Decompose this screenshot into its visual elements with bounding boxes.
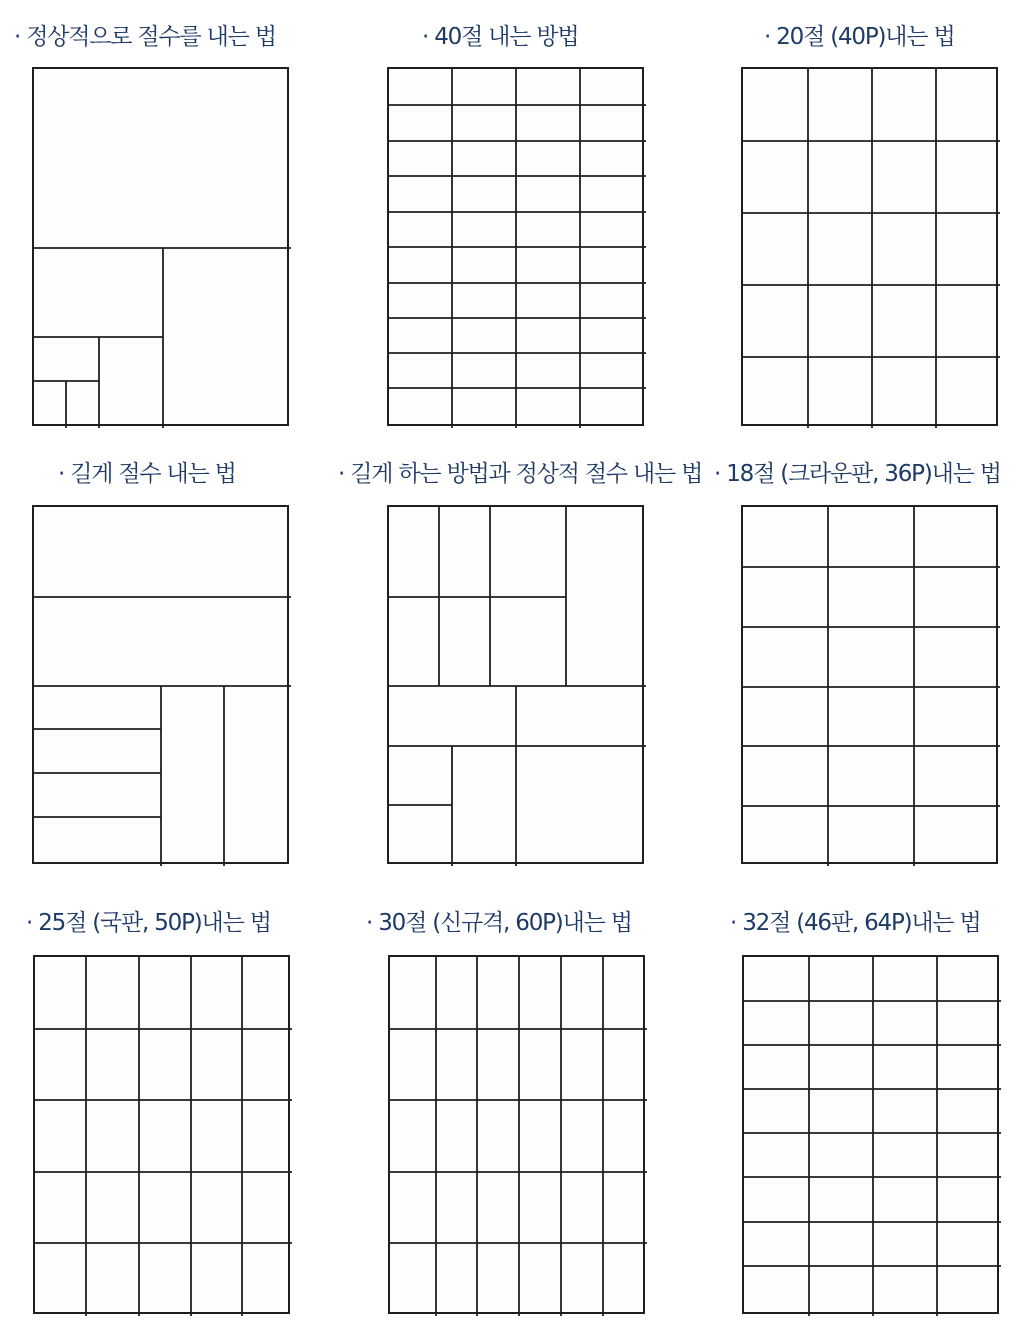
diagram-normal-folding-lines: [34, 69, 287, 424]
diagram-long-folding: [32, 505, 289, 864]
diagram-20-sheets-lines: [743, 69, 996, 424]
diagram-25-sheets-lines: [35, 957, 288, 1312]
diagram-long-and-normal-lines: [389, 507, 642, 862]
diagram-long-folding-lines: [34, 507, 287, 862]
caption-25-sheets: · 25절 (국판, 50P)내는 법: [26, 910, 271, 936]
diagram-32-sheets-lines: [744, 957, 997, 1312]
diagram-32-sheets: [742, 955, 999, 1314]
caption-18-sheets: · 18절 (크라운판, 36P)내는 법: [714, 461, 1001, 487]
diagram-long-and-normal: [387, 505, 644, 864]
diagram-40-sheets-lines: [389, 69, 642, 424]
caption-normal-folding: · 정상적으로 절수를 내는 법: [14, 24, 276, 50]
diagram-30-sheets-lines: [390, 957, 643, 1312]
diagram-40-sheets: [387, 67, 644, 426]
caption-long-folding: · 길게 절수 내는 법: [58, 461, 236, 487]
caption-20-sheets: · 20절 (40P)내는 법: [764, 24, 955, 50]
caption-40-sheets: · 40절 내는 방법: [422, 24, 579, 50]
diagram-25-sheets: [33, 955, 290, 1314]
diagram-18-sheets-lines: [743, 507, 996, 862]
caption-32-sheets: · 32절 (46판, 64P)내는 법: [730, 910, 981, 936]
caption-30-sheets: · 30절 (신규격, 60P)내는 법: [366, 910, 632, 936]
diagram-18-sheets: [741, 505, 998, 864]
caption-long-and-normal: · 길게 하는 방법과 정상적 절수 내는 법: [338, 461, 703, 487]
diagram-20-sheets: [741, 67, 998, 426]
diagram-30-sheets: [388, 955, 645, 1314]
diagram-normal-folding: [32, 67, 289, 426]
